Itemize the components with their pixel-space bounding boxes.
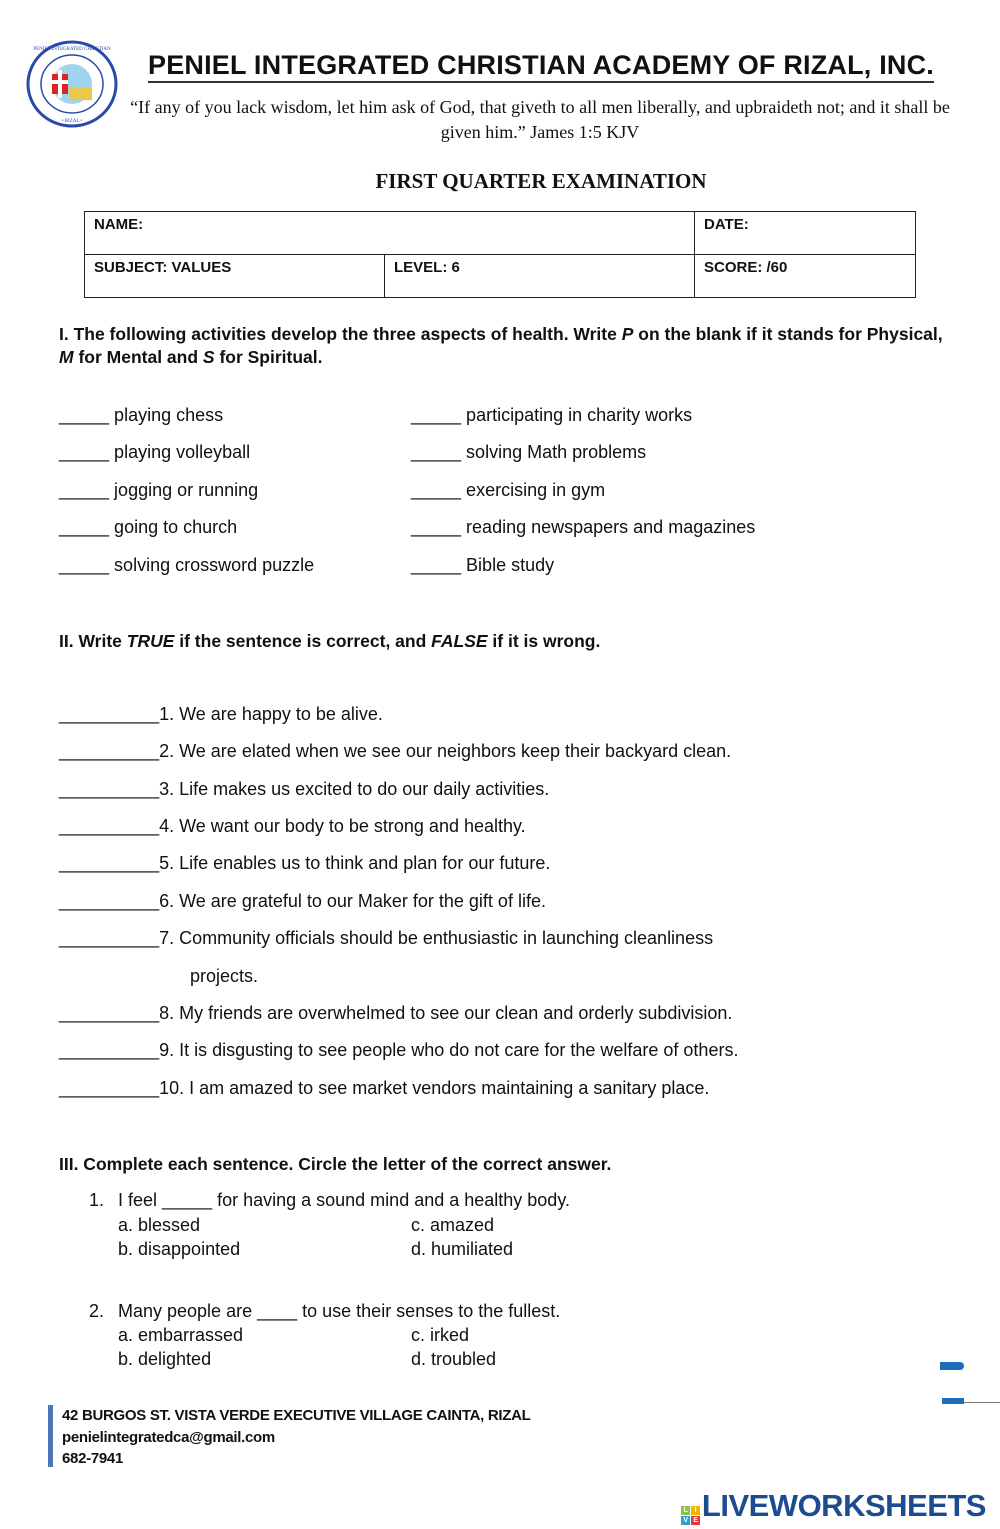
section1-item[interactable]: _____ playing chess [59, 405, 224, 425]
true-false-item[interactable]: __________10. I am amazed to see market vendors maintaining a sanitary place. [59, 1078, 710, 1098]
section1-item[interactable]: _____ participating in charity works [411, 405, 693, 425]
true-false-item[interactable]: __________2. We are elated when we see our neighbors keep their backyard clean. [59, 741, 732, 761]
true-false-item[interactable]: __________1. We are happy to be alive. [59, 704, 383, 724]
page-number-mark [940, 1362, 964, 1370]
question-number: 2. [89, 1301, 105, 1321]
true-false-item[interactable]: __________8. My friends are overwhelmed to see our clean and orderly subdivision. [59, 1003, 733, 1023]
svg-text:• RIZAL •: • RIZAL • [61, 119, 83, 124]
footer-phone: 682-7941 [62, 1450, 123, 1467]
page-divider-line [964, 1402, 1000, 1403]
choice-a[interactable]: a. blessed [118, 1215, 201, 1235]
true-false-item[interactable]: __________5. Life enables us to think and plan for our future. [59, 853, 551, 873]
footer-address: 42 BURGOS ST. VISTA VERDE EXECUTIVE VILLAGE CAINTA, RIZAL [62, 1407, 531, 1424]
choice-b[interactable]: b. disappointed [118, 1239, 241, 1259]
choice-d[interactable]: d. humiliated [411, 1239, 514, 1259]
choice-b[interactable]: b. delighted [118, 1349, 212, 1369]
date-field[interactable]: DATE: [695, 212, 916, 255]
choice-c[interactable]: c. amazed [411, 1215, 495, 1235]
liveworksheets-brand: L I V E LIVEWORKSHEETS [681, 1488, 986, 1525]
exam-title: FIRST QUARTER EXAMINATION [375, 169, 707, 193]
choice-d[interactable]: d. troubled [411, 1349, 497, 1369]
level-field: LEVEL: 6 [385, 255, 695, 298]
subject-field: SUBJECT: VALUES [85, 255, 385, 298]
svg-text:PENIEL INTEGRATED CHRISTIAN: PENIEL INTEGRATED CHRISTIAN [33, 47, 111, 52]
true-false-item[interactable]: __________4. We want our body to be strong and healthy. [59, 816, 526, 836]
question-text: I feel _____ for having a sound mind and a healthy body. [118, 1190, 570, 1210]
liveworksheets-logo-icon: L I V E [681, 1506, 700, 1525]
true-false-item[interactable]: __________3. Life makes us excited to do our daily activities. [59, 779, 550, 799]
true-false-item[interactable]: __________6. We are grateful to our Maker for the gift of life. [59, 891, 546, 911]
section1-item[interactable]: _____ solving crossword puzzle [59, 555, 315, 575]
section1-item[interactable]: _____ going to church [59, 517, 238, 537]
choice-a[interactable]: a. embarrassed [118, 1325, 244, 1345]
section1-item[interactable]: _____ jogging or running [59, 480, 259, 500]
question-number: 1. [89, 1190, 105, 1210]
section1-item[interactable]: _____ exercising in gym [411, 480, 606, 500]
section2-instruction: II. Write TRUE if the sentence is correct, and FALSE if it is wrong. [59, 631, 601, 651]
section1-item[interactable]: _____ reading newspapers and magazines [411, 517, 756, 537]
question-text: Many people are ____ to use their senses to the fullest. [118, 1301, 561, 1321]
section1-instruction: I. The following activities develop the three aspects of health. Write P on the blank if it stands for Physical, M for Mental and S for Spiritual. [59, 324, 943, 367]
name-field[interactable]: NAME: [85, 212, 695, 255]
footer-email: penielintegratedca@gmail.com [62, 1429, 275, 1446]
choice-c[interactable]: c. irked [411, 1325, 470, 1345]
true-false-item[interactable]: __________7. Community officials should be enthusiastic in launching cleanliness [59, 928, 714, 948]
true-false-item[interactable]: __________9. It is disgusting to see people who do not care for the welfare of others. [59, 1040, 739, 1060]
bible-quote: “If any of you lack wisdom, let him ask of God, that giveth to all men liberally, and upbraideth not; and it shall be given him.” James 1:5 KJV [130, 97, 950, 142]
student-info-table [84, 211, 916, 298]
section3-instruction: III. Complete each sentence. Circle the letter of the correct answer. [59, 1154, 612, 1174]
true-false-item-continued: projects. [190, 966, 259, 986]
score-field: SCORE: /60 [695, 255, 916, 298]
section1-item[interactable]: _____ playing volleyball [59, 442, 251, 462]
school-name: PENIEL INTEGRATED CHRISTIAN ACADEMY OF RIZAL, INC. [0, 50, 1000, 81]
section1-item[interactable]: _____ solving Math problems [411, 442, 647, 462]
footer-accent-bar [48, 1405, 53, 1467]
page-number-mark [942, 1398, 964, 1404]
section1-item[interactable]: _____ Bible study [411, 555, 555, 575]
